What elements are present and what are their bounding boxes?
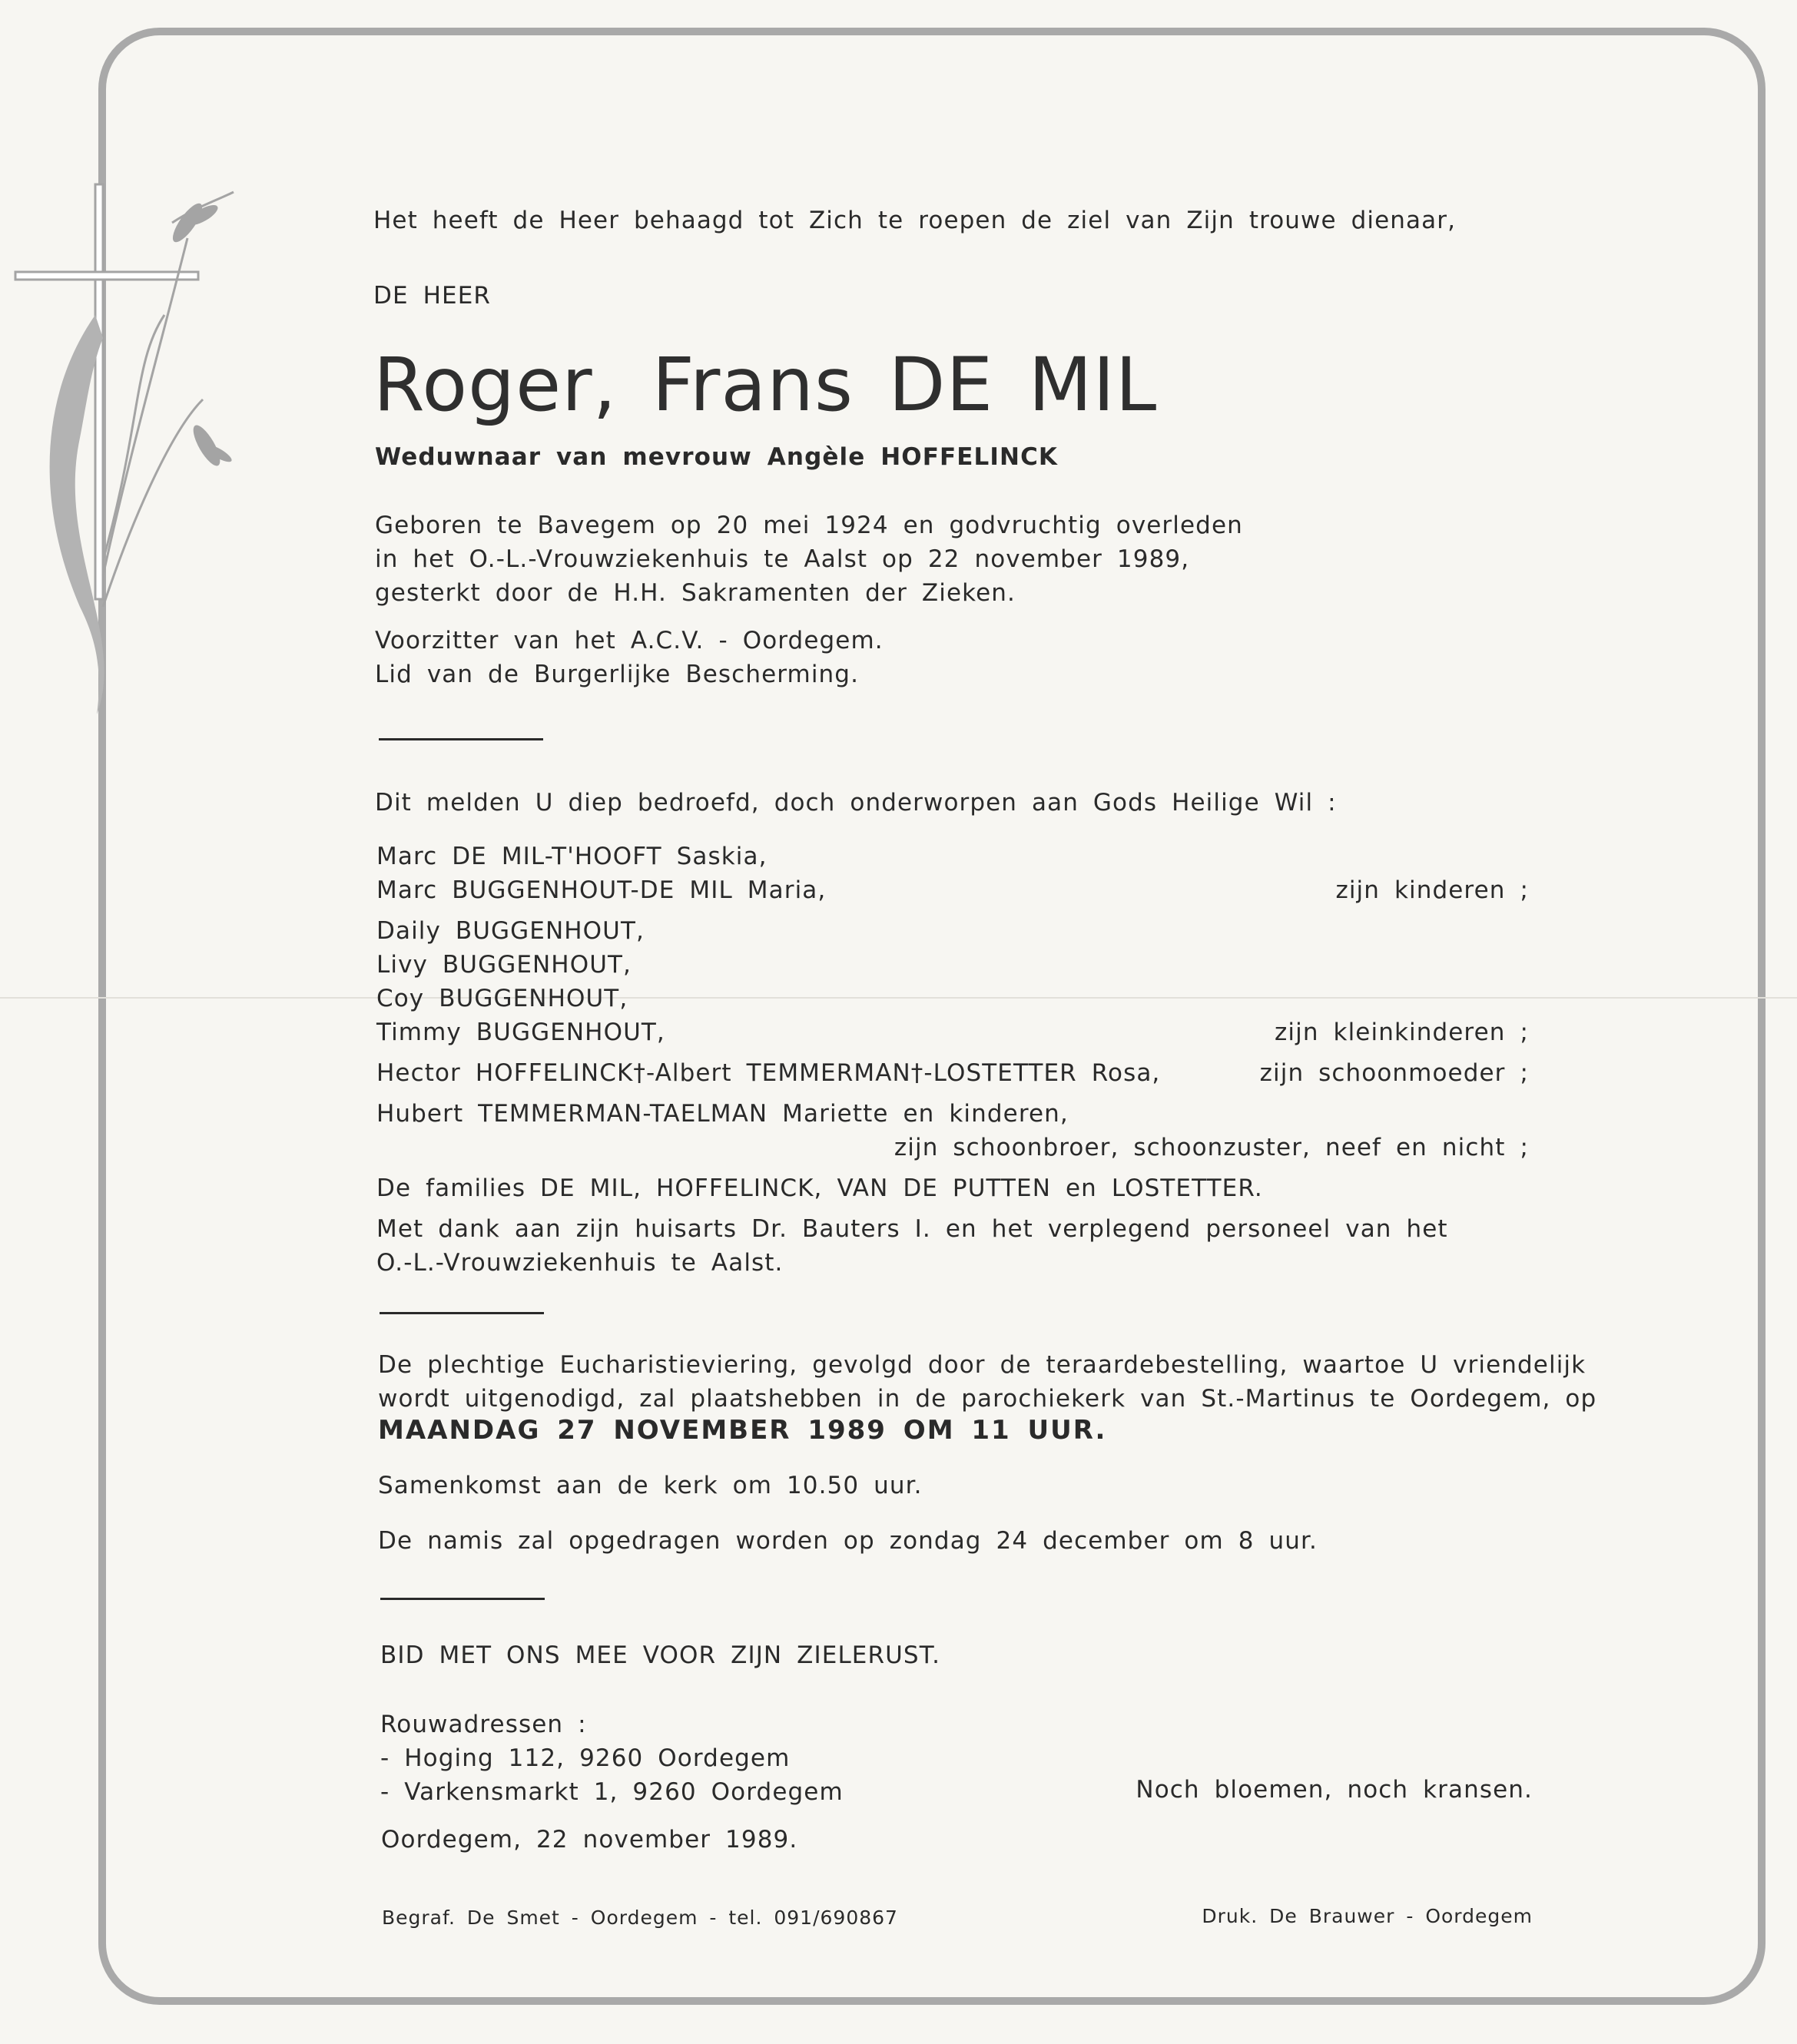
printer-credit: Druk. De Brauwer - Oordegem <box>1202 1905 1533 1927</box>
spouse-line: Weduwnaar van mevrouw Angèle HOFFELINCK <box>375 443 1059 471</box>
mourner-line: Hector HOFFELINCK†-Albert TEMMERMAN†-LOSTETTER Rosa, <box>376 1059 1161 1087</box>
cross-with-wheat-icon <box>11 177 241 807</box>
relation-label: zijn kinderen ; <box>1335 876 1529 904</box>
function-line: Voorzitter van het A.C.V. - Oordegem. <box>375 627 884 654</box>
thanks-line: O.-L.-Vrouwziekenhuis te Aalst. <box>376 1249 784 1277</box>
separator <box>379 738 543 740</box>
relation-label: zijn schoonbroer, schoonzuster, neef en nicht ; <box>894 1134 1529 1161</box>
gathering-line: Samenkomst aan de kerk om 10.50 uur. <box>378 1472 923 1499</box>
undertaker-credit: Begraf. De Smet - Oordegem - tel. 091/690867 <box>382 1907 898 1929</box>
paper-fold <box>0 997 1797 999</box>
service-date: MAANDAG 27 NOVEMBER 1989 OM 11 UUR. <box>378 1415 1107 1446</box>
deceased-name: Roger, Frans DE MIL <box>373 342 1158 428</box>
address-line: - Varkensmarkt 1, 9260 Oordegem <box>380 1778 844 1806</box>
relation-label: zijn schoonmoeder ; <box>1259 1059 1529 1087</box>
relation-label: zijn kleinkinderen ; <box>1275 1019 1529 1046</box>
service-line: De plechtige Eucharistieviering, gevolgd door de teraardebestelling, waartoe U vriendelijk <box>378 1351 1586 1379</box>
birth-death-line: Geboren te Bavegem op 20 mei 1924 en godvruchtig overleden <box>375 512 1243 539</box>
honorific: DE HEER <box>373 282 492 310</box>
prayer-line: BID MET ONS MEE VOOR ZIJN ZIELERUST. <box>380 1641 941 1669</box>
thanks-line: Met dank aan zijn huisarts Dr. Bauters I. en het verplegend personeel van het <box>376 1215 1448 1243</box>
separator <box>380 1598 545 1600</box>
card-border <box>98 28 1766 2005</box>
mourner-line: Marc DE MIL-T'HOOFT Saskia, <box>376 843 768 870</box>
mourner-line: Marc BUGGENHOUT-DE MIL Maria, <box>376 876 827 904</box>
address-line: - Hoging 112, 9260 Oordegem <box>380 1744 791 1772</box>
birth-death-line: gesterkt door de H.H. Sakramenten der Zieken. <box>375 579 1016 607</box>
mourner-line: Livy BUGGENHOUT, <box>376 951 632 979</box>
memorial-mass-line: De namis zal opgedragen worden op zondag 24 december om 8 uur. <box>378 1527 1318 1555</box>
separator <box>380 1312 544 1314</box>
families-line: De families DE MIL, HOFFELINCK, VAN DE PUTTEN en LOSTETTER. <box>376 1174 1263 1202</box>
mourner-line: Hubert TEMMERMAN-TAELMAN Mariette en kinderen, <box>376 1100 1069 1128</box>
no-flowers-note: Noch bloemen, noch kransen. <box>1136 1776 1533 1804</box>
service-line: wordt uitgenodigd, zal plaatshebben in de parochiekerk van St.-Martinus te Oordegem, op <box>378 1385 1597 1413</box>
birth-death-line: in het O.-L.-Vrouwziekenhuis te Aalst op 22 november 1989, <box>375 545 1190 573</box>
function-line: Lid van de Burgerlijke Bescherming. <box>375 661 860 688</box>
place-date: Oordegem, 22 november 1989. <box>381 1826 798 1854</box>
mourner-line: Coy BUGGENHOUT, <box>376 985 628 1012</box>
addresses-title: Rouwadressen : <box>380 1711 587 1738</box>
mourner-line: Timmy BUGGENHOUT, <box>376 1019 665 1046</box>
announcement: Dit melden U diep bedroefd, doch onderworpen aan Gods Heilige Wil : <box>375 789 1337 817</box>
intro-text: Het heeft de Heer behaagd tot Zich te roepen de ziel van Zijn trouwe dienaar, <box>373 207 1457 234</box>
mourner-line: Daily BUGGENHOUT, <box>376 917 645 945</box>
